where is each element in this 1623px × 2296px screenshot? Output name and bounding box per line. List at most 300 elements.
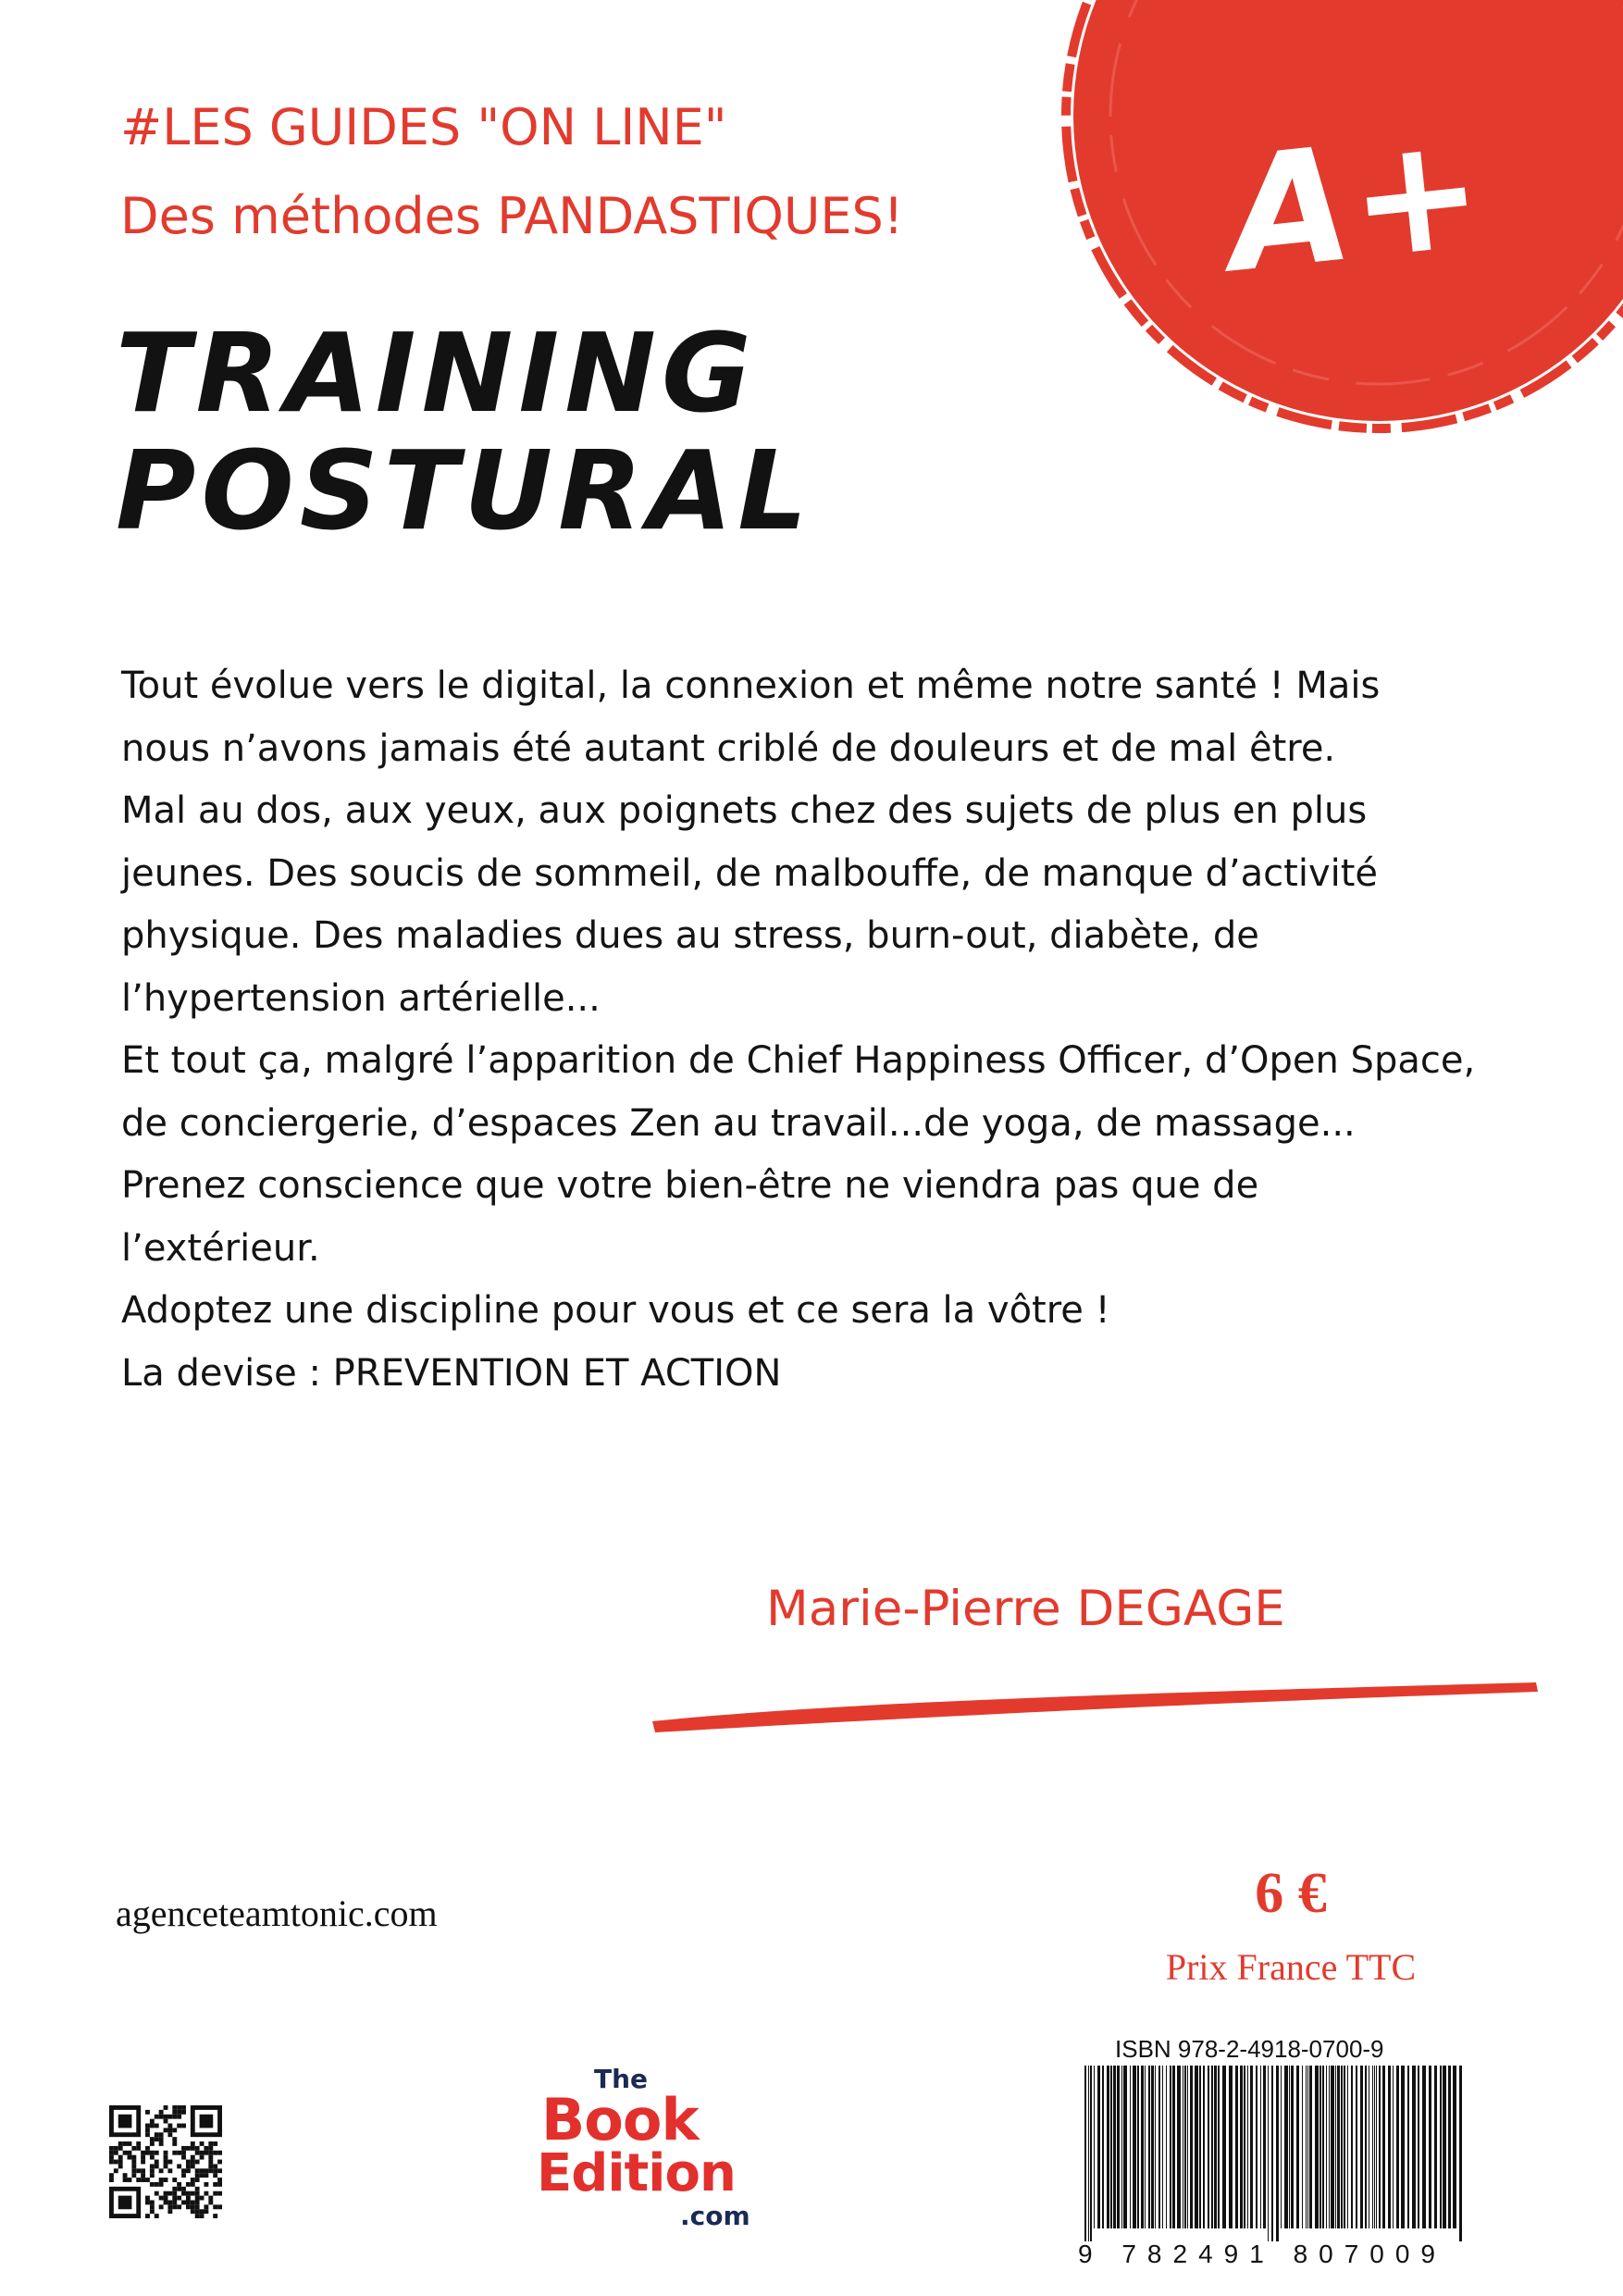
barcode-bar bbox=[1309, 2066, 1312, 2228]
brush-stroke-divider bbox=[648, 1666, 1545, 1740]
blurb-line: Tout évolue vers le digital, la connexion et même notre santé ! Mais bbox=[121, 664, 1381, 707]
qr-module bbox=[186, 2204, 191, 2209]
qr-module bbox=[159, 2168, 164, 2173]
barcode-bar bbox=[1374, 2066, 1375, 2228]
qr-module bbox=[208, 2160, 213, 2165]
qr-module bbox=[195, 2146, 200, 2151]
blurb-line: de conciergerie, d’espaces Zen au travail...de yoga, de massage... bbox=[121, 1101, 1356, 1145]
qr-module bbox=[155, 2164, 159, 2168]
barcode-bar bbox=[1141, 2066, 1144, 2228]
blurb-line: nous n’avons jamais été autant criblé de douleurs et de mal être. bbox=[121, 726, 1336, 770]
barcode-bar bbox=[1315, 2066, 1319, 2228]
barcode-bar bbox=[1187, 2066, 1188, 2228]
qr-module bbox=[181, 2146, 186, 2151]
qr-module bbox=[181, 2124, 186, 2128]
qr-module bbox=[208, 2196, 213, 2201]
qr-module bbox=[195, 2160, 200, 2165]
qr-module bbox=[172, 2141, 177, 2146]
barcode-bar bbox=[1344, 2066, 1345, 2228]
qr-module bbox=[150, 2182, 155, 2187]
qr-module bbox=[136, 2146, 141, 2151]
barcode-bar bbox=[1372, 2066, 1373, 2228]
website-url: agenceteamtonic.com bbox=[116, 1893, 438, 1934]
barcode-bar bbox=[1337, 2066, 1340, 2228]
qr-module bbox=[167, 2191, 172, 2196]
qr-module bbox=[217, 2160, 222, 2165]
qr-module bbox=[164, 2196, 168, 2201]
barcode-bar bbox=[1302, 2066, 1303, 2228]
qr-module bbox=[141, 2155, 145, 2160]
blurb-line: jeunes. Des soucis de sommeil, de malbouffe, de manque d’activité bbox=[121, 851, 1379, 895]
barcode-bar bbox=[1190, 2066, 1193, 2228]
qr-module bbox=[213, 2214, 217, 2218]
barcode-bar bbox=[1434, 2066, 1437, 2228]
qr-module bbox=[217, 2151, 222, 2155]
qr-module bbox=[191, 2141, 195, 2146]
qr-module bbox=[195, 2151, 200, 2155]
book-title-line1: TRAINING bbox=[116, 309, 757, 437]
qr-module bbox=[167, 2115, 172, 2119]
qr-module bbox=[159, 2196, 164, 2201]
blurb-line: l’extérieur. bbox=[121, 1226, 320, 1270]
qr-module bbox=[131, 2173, 136, 2178]
qr-module bbox=[109, 2151, 114, 2155]
qr-module bbox=[145, 2214, 150, 2218]
qr-module bbox=[181, 2168, 186, 2173]
qr-module bbox=[155, 2115, 159, 2119]
barcode-bar bbox=[1382, 2066, 1385, 2228]
qr-module bbox=[204, 2168, 208, 2173]
barcode-bar bbox=[1088, 2066, 1089, 2241]
qr-module bbox=[150, 2200, 155, 2204]
barcode-bar bbox=[1322, 2066, 1324, 2228]
qr-module bbox=[141, 2160, 145, 2165]
qr-module bbox=[167, 2168, 172, 2173]
qr-module bbox=[172, 2110, 177, 2115]
barcode-bar bbox=[1276, 2066, 1279, 2241]
barcode-bar bbox=[1158, 2066, 1160, 2228]
qr-module bbox=[145, 2178, 150, 2182]
qr-module bbox=[167, 2204, 172, 2209]
qr-module bbox=[159, 2137, 164, 2141]
qr-module bbox=[167, 2132, 172, 2137]
qr-module bbox=[150, 2168, 155, 2173]
qr-module bbox=[191, 2146, 195, 2151]
qr-module bbox=[200, 2209, 204, 2214]
qr-module bbox=[172, 2200, 177, 2204]
qr-module bbox=[213, 2182, 217, 2187]
isbn-label: ISBN 978-2-4918-0700-9 bbox=[1115, 2035, 1384, 2063]
barcode-bar bbox=[1376, 2066, 1377, 2228]
qr-module bbox=[200, 2151, 204, 2155]
qr-module bbox=[145, 2128, 150, 2132]
qr-module bbox=[186, 2146, 191, 2151]
blurb-line: l’hypertension artérielle... bbox=[121, 976, 601, 1020]
series-tagline: #LES GUIDES "ON LINE" bbox=[120, 98, 727, 156]
qr-module bbox=[150, 2155, 155, 2160]
qr-module bbox=[208, 2164, 213, 2168]
qr-module bbox=[195, 2191, 200, 2196]
qr-module bbox=[114, 2160, 118, 2165]
publisher-logo-book: Book bbox=[541, 2086, 699, 2153]
qr-module bbox=[164, 2115, 168, 2119]
qr-module bbox=[200, 2214, 204, 2218]
qr-module bbox=[123, 2178, 128, 2182]
qr-module bbox=[131, 2168, 136, 2173]
qr-module bbox=[200, 2196, 204, 2201]
qr-module bbox=[213, 2168, 217, 2173]
barcode-bar bbox=[1459, 2066, 1462, 2241]
qr-module bbox=[145, 2151, 150, 2155]
qr-module bbox=[155, 2214, 159, 2218]
price: 6 € bbox=[1255, 1862, 1327, 1925]
qr-module bbox=[123, 2151, 128, 2155]
qr-module bbox=[191, 2200, 195, 2204]
qr-finder bbox=[200, 2115, 214, 2128]
qr-module bbox=[186, 2200, 191, 2204]
qr-module bbox=[172, 2191, 177, 2196]
qr-module bbox=[155, 2137, 159, 2141]
barcode-bar bbox=[1347, 2066, 1348, 2228]
qr-module bbox=[150, 2173, 155, 2178]
qr-module bbox=[204, 2146, 208, 2151]
barcode-bar bbox=[1396, 2066, 1399, 2228]
qr-module bbox=[191, 2191, 195, 2196]
qr-code bbox=[109, 2105, 222, 2218]
qr-module bbox=[191, 2178, 195, 2182]
barcode-bar bbox=[1113, 2066, 1116, 2228]
qr-module bbox=[191, 2182, 195, 2187]
barcode-bar bbox=[1356, 2066, 1357, 2228]
qr-module bbox=[186, 2191, 191, 2196]
qr-finder bbox=[118, 2196, 132, 2210]
qr-module bbox=[213, 2164, 217, 2168]
qr-module bbox=[109, 2160, 114, 2165]
barcode-bar bbox=[1281, 2066, 1282, 2228]
qr-module bbox=[204, 2191, 208, 2196]
qr-module bbox=[164, 2119, 168, 2124]
blurb-text bbox=[121, 655, 1509, 1405]
qr-module bbox=[172, 2196, 177, 2201]
barcode-bar bbox=[1263, 2066, 1266, 2228]
qr-module bbox=[177, 2105, 181, 2110]
qr-module bbox=[164, 2160, 168, 2165]
barcode-bar bbox=[1110, 2066, 1112, 2228]
qr-module bbox=[195, 2178, 200, 2182]
qr-module bbox=[164, 2191, 168, 2196]
barcode-bar bbox=[1412, 2066, 1416, 2228]
barcode-bar bbox=[1284, 2066, 1288, 2228]
qr-module bbox=[208, 2141, 213, 2146]
barcode-bar bbox=[1341, 2066, 1343, 2228]
qr-module bbox=[217, 2168, 222, 2173]
barcode-bar bbox=[1229, 2066, 1233, 2228]
qr-module bbox=[155, 2124, 159, 2128]
qr-module bbox=[195, 2214, 200, 2218]
qr-module bbox=[164, 2164, 168, 2168]
qr-module bbox=[200, 2141, 204, 2146]
qr-module bbox=[172, 2204, 177, 2209]
qr-module bbox=[177, 2110, 181, 2115]
qr-module bbox=[181, 2191, 186, 2196]
qr-module bbox=[150, 2204, 155, 2209]
qr-module bbox=[131, 2160, 136, 2165]
qr-module bbox=[114, 2146, 118, 2151]
barcode-bar bbox=[1360, 2066, 1363, 2228]
qr-module bbox=[208, 2151, 213, 2155]
qr-module bbox=[200, 2173, 204, 2178]
qr-module bbox=[131, 2146, 136, 2151]
qr-module bbox=[177, 2124, 181, 2128]
qr-module bbox=[136, 2178, 141, 2182]
qr-module bbox=[167, 2124, 172, 2128]
barcode-bar bbox=[1162, 2066, 1163, 2228]
barcode-bar bbox=[1306, 2066, 1307, 2228]
qr-module bbox=[208, 2155, 213, 2160]
price-note: Prix France TTC bbox=[1165, 1946, 1417, 1988]
qr-module bbox=[195, 2173, 200, 2178]
barcode-bar bbox=[1351, 2066, 1353, 2228]
qr-module bbox=[172, 2187, 177, 2191]
qr-module bbox=[172, 2137, 177, 2141]
qr-module bbox=[155, 2182, 159, 2187]
barcode-bar bbox=[1260, 2066, 1261, 2228]
qr-module bbox=[155, 2132, 159, 2137]
barcode-bar bbox=[1443, 2066, 1446, 2228]
qr-module bbox=[118, 2160, 123, 2165]
barcode-bar bbox=[1133, 2066, 1136, 2228]
qr-module bbox=[204, 2204, 208, 2209]
qr-module bbox=[208, 2200, 213, 2204]
barcode-bar bbox=[1331, 2066, 1334, 2228]
qr-module bbox=[145, 2200, 150, 2204]
qr-module bbox=[181, 2155, 186, 2160]
qr-module bbox=[186, 2168, 191, 2173]
barcode-bar bbox=[1401, 2066, 1405, 2228]
barcode-bar bbox=[1250, 2066, 1253, 2228]
qr-module bbox=[195, 2168, 200, 2173]
barcode-bar bbox=[1172, 2066, 1175, 2228]
qr-module bbox=[177, 2196, 181, 2201]
qr-module bbox=[204, 2173, 208, 2178]
qr-module bbox=[109, 2173, 114, 2178]
qr-module bbox=[150, 2151, 155, 2155]
qr-module bbox=[159, 2141, 164, 2146]
blurb-line: La devise : PREVENTION ET ACTION bbox=[121, 1351, 782, 1395]
qr-module bbox=[172, 2178, 177, 2182]
qr-module bbox=[177, 2164, 181, 2168]
qr-module bbox=[177, 2115, 181, 2119]
barcode-bar bbox=[1222, 2066, 1226, 2228]
barcode-bar bbox=[1203, 2066, 1205, 2228]
qr-module bbox=[159, 2115, 164, 2119]
barcode-bar bbox=[1393, 2066, 1394, 2228]
qr-module bbox=[159, 2182, 164, 2187]
qr-module bbox=[109, 2178, 114, 2182]
barcode-bar bbox=[1097, 2066, 1100, 2228]
qr-module bbox=[181, 2105, 186, 2110]
qr-module bbox=[123, 2141, 128, 2146]
qr-module bbox=[167, 2209, 172, 2214]
qr-module bbox=[145, 2196, 150, 2201]
qr-module bbox=[150, 2209, 155, 2214]
barcode-bar bbox=[1123, 2066, 1127, 2228]
qr-module bbox=[217, 2182, 222, 2187]
qr-module bbox=[181, 2187, 186, 2191]
series-subtitle: Des méthodes PANDASTIQUES! bbox=[120, 187, 904, 245]
barcode-bar bbox=[1121, 2066, 1122, 2228]
qr-module bbox=[128, 2151, 132, 2155]
barcode-bar bbox=[1148, 2066, 1150, 2228]
qr-module bbox=[181, 2110, 186, 2115]
barcode-bar bbox=[1453, 2066, 1456, 2228]
qr-module bbox=[195, 2196, 200, 2201]
qr-module bbox=[114, 2168, 118, 2173]
barcode-bar bbox=[1379, 2066, 1381, 2228]
barcode-bar bbox=[1155, 2066, 1156, 2228]
qr-module bbox=[155, 2160, 159, 2165]
barcode-bar bbox=[1256, 2066, 1258, 2228]
qr-module bbox=[118, 2164, 123, 2168]
barcode-bar bbox=[1195, 2066, 1198, 2228]
qr-module bbox=[186, 2164, 191, 2168]
publisher-logo-edition: Edition bbox=[537, 2143, 736, 2203]
barcode-bar bbox=[1208, 2066, 1209, 2228]
blurb-line: Adoptez une discipline pour vous et ce sera la vôtre ! bbox=[121, 1289, 1110, 1332]
qr-module bbox=[200, 2155, 204, 2160]
barcode-bar bbox=[1094, 2066, 1095, 2228]
barcode-bar bbox=[1151, 2066, 1154, 2228]
barcode-bar bbox=[1422, 2066, 1426, 2228]
qr-module bbox=[145, 2110, 150, 2115]
barcode-bar bbox=[1137, 2066, 1139, 2228]
author-name: Marie-Pierre DEGAGE bbox=[766, 1581, 1285, 1637]
qr-module bbox=[145, 2146, 150, 2151]
barcode-bar bbox=[1102, 2066, 1104, 2228]
qr-module bbox=[177, 2187, 181, 2191]
qr-module bbox=[186, 2182, 191, 2187]
barcode-bar bbox=[1307, 2066, 1308, 2228]
qr-module bbox=[145, 2132, 150, 2137]
qr-module bbox=[155, 2151, 159, 2155]
qr-module bbox=[213, 2151, 217, 2155]
barcode-bar bbox=[1218, 2066, 1220, 2228]
qr-module bbox=[167, 2128, 172, 2132]
barcode-bar bbox=[1268, 2066, 1269, 2241]
qr-module bbox=[118, 2141, 123, 2146]
grade-label: A+ bbox=[1220, 99, 1492, 308]
barcode-bar bbox=[1448, 2066, 1451, 2228]
qr-module bbox=[191, 2164, 195, 2168]
qr-module bbox=[123, 2173, 128, 2178]
barcode-bar bbox=[1326, 2066, 1327, 2228]
qr-module bbox=[172, 2128, 177, 2132]
qr-module bbox=[191, 2204, 195, 2209]
barcode-bar bbox=[1090, 2066, 1092, 2241]
qr-module bbox=[213, 2191, 217, 2196]
qr-module bbox=[136, 2168, 141, 2173]
barcode-bar bbox=[1319, 2066, 1321, 2228]
qr-module bbox=[159, 2204, 164, 2209]
qr-module bbox=[150, 2124, 155, 2128]
qr-module bbox=[164, 2155, 168, 2160]
qr-module bbox=[118, 2146, 123, 2151]
qr-module bbox=[145, 2124, 150, 2128]
barcode-bar bbox=[1107, 2066, 1109, 2228]
qr-module bbox=[164, 2178, 168, 2182]
qr-module bbox=[150, 2164, 155, 2168]
barcode-bar bbox=[1130, 2066, 1131, 2228]
barcode-bar bbox=[1214, 2066, 1217, 2228]
blurb-line: Mal au dos, aux yeux, aux poignets chez des sujets de plus en plus bbox=[121, 789, 1368, 832]
barcode-bar bbox=[1418, 2066, 1419, 2228]
qr-module bbox=[217, 2204, 222, 2209]
barcode-bar bbox=[1271, 2066, 1273, 2241]
barcode-bar bbox=[1407, 2066, 1409, 2228]
barcode-bar bbox=[1429, 2066, 1431, 2228]
qr-module bbox=[167, 2200, 172, 2204]
qr-module bbox=[164, 2128, 168, 2132]
barcode-bar bbox=[1335, 2066, 1336, 2228]
qr-finder bbox=[118, 2115, 132, 2128]
qr-module bbox=[195, 2204, 200, 2209]
qr-module bbox=[159, 2132, 164, 2137]
qr-module bbox=[181, 2151, 186, 2155]
qr-module bbox=[141, 2178, 145, 2182]
qr-module bbox=[213, 2204, 217, 2209]
qr-module bbox=[204, 2209, 208, 2214]
qr-module bbox=[217, 2191, 222, 2196]
qr-module bbox=[141, 2173, 145, 2178]
publisher-logo-the: The bbox=[594, 2064, 649, 2094]
barcode-bar bbox=[1329, 2066, 1330, 2228]
qr-module bbox=[181, 2173, 186, 2178]
qr-module bbox=[208, 2168, 213, 2173]
qr-module bbox=[172, 2115, 177, 2119]
qr-module bbox=[191, 2209, 195, 2214]
qr-module bbox=[128, 2178, 132, 2182]
publisher-logo-com: .com bbox=[680, 2201, 750, 2231]
barcode-bar bbox=[1388, 2066, 1391, 2228]
barcode-bars bbox=[1073, 2066, 1473, 2241]
qr-module bbox=[195, 2209, 200, 2214]
barcode-bar bbox=[1291, 2066, 1294, 2228]
qr-module bbox=[172, 2151, 177, 2155]
book-title-line2: POSTURAL bbox=[116, 427, 813, 554]
blurb-line: Et tout ça, malgré l’apparition de Chief Happiness Officer, d’Open Space, bbox=[121, 1039, 1476, 1082]
barcode-bar bbox=[1084, 2066, 1086, 2241]
barcode-bar bbox=[1177, 2066, 1181, 2228]
qr-module bbox=[191, 2155, 195, 2160]
qr-module bbox=[172, 2105, 177, 2110]
qr-module bbox=[177, 2204, 181, 2209]
barcode-bar bbox=[1440, 2066, 1442, 2228]
qr-module bbox=[155, 2191, 159, 2196]
qr-module bbox=[204, 2151, 208, 2155]
qr-module bbox=[109, 2146, 114, 2151]
barcode-bar bbox=[1235, 2066, 1238, 2228]
qr-module bbox=[159, 2178, 164, 2182]
qr-module bbox=[164, 2151, 168, 2155]
barcode-bar bbox=[1247, 2066, 1248, 2228]
qr-module bbox=[204, 2182, 208, 2187]
barcode-bar bbox=[1199, 2066, 1201, 2228]
qr-module bbox=[131, 2155, 136, 2160]
qr-module bbox=[118, 2155, 123, 2160]
qr-module bbox=[181, 2200, 186, 2204]
qr-module bbox=[195, 2200, 200, 2204]
qr-module bbox=[109, 2155, 114, 2160]
